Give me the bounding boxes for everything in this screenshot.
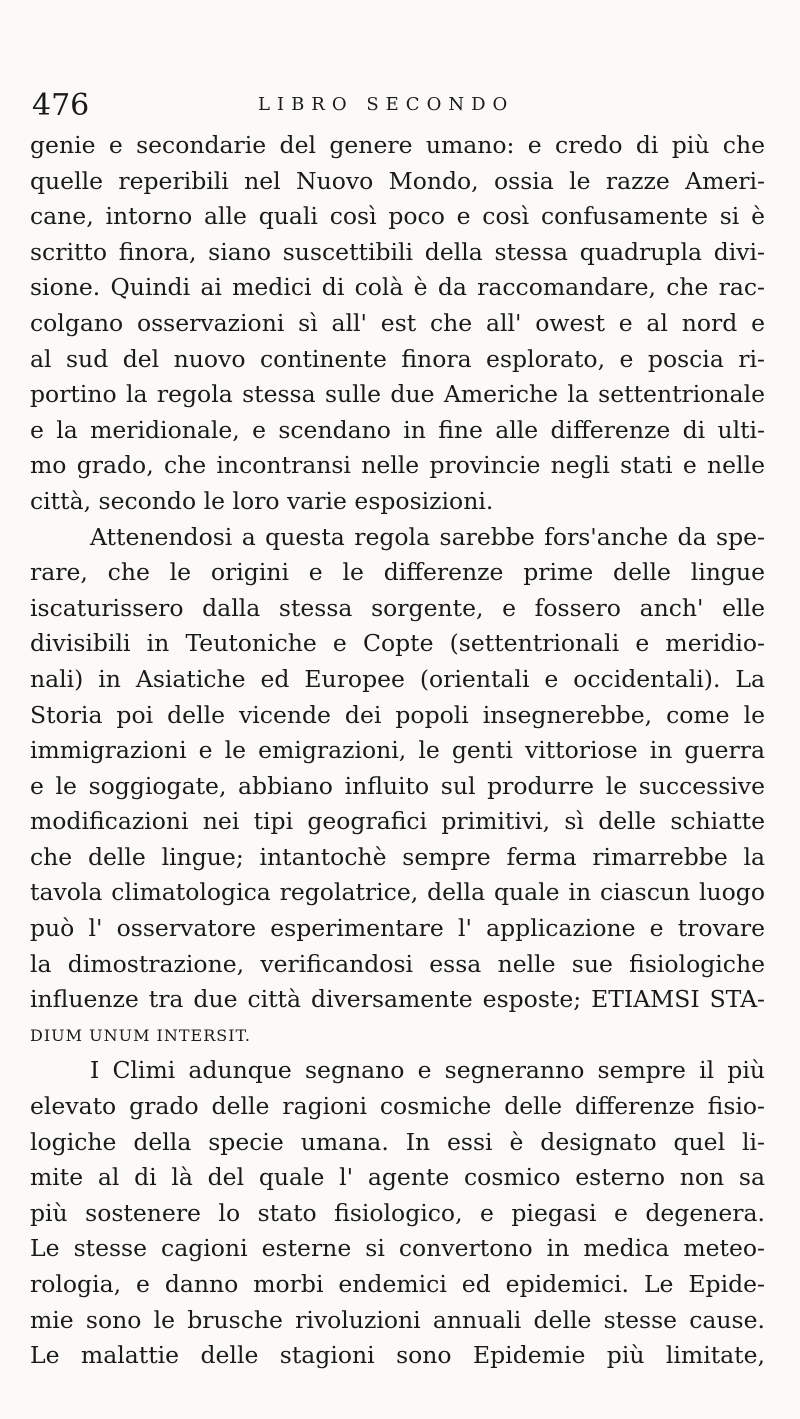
text-line: Le stesse cagioni esterne si convertono in medica meteo- — [30, 1234, 765, 1263]
paragraph-1 — [30, 128, 765, 520]
text-line: quelle reperibili nel Nuovo Mondo, ossia le razze Ameri- — [30, 166, 765, 195]
text-line: I Climi adunque segnano e segneranno sempre il più — [90, 1056, 765, 1085]
text-line: città, secondo le loro varie esposizioni. — [30, 486, 494, 515]
text-line: elevato grado delle ragioni cosmiche delle differenze fisio- — [30, 1092, 765, 1121]
text-line: modificazioni nei tipi geografici primitivi, sì delle schiatte — [30, 807, 765, 836]
text-line: più sostenere lo stato fisiologico, e piegasi e degenera. — [30, 1198, 765, 1227]
text-line: può l' osservatore esperimentare l' applicazione e trovare — [30, 914, 765, 943]
text-line: Attenendosi a questa regola sarebbe fors'anche da spe- — [90, 522, 765, 551]
text-line: portino la regola stessa sulle due Americhe la settentrionale — [30, 380, 765, 409]
text-line: mo grado, che incontransi nelle provincie negli stati e nelle — [30, 451, 765, 480]
text-line: cane, intorno alle quali così poco e così confusamente si è — [30, 202, 765, 231]
paragraph-2 — [30, 520, 765, 1054]
text-line: divisibili in Teutoniche e Copte (settentrionali e meridio- — [30, 629, 765, 658]
text-line: e le soggiogate, abbiano influito sul produrre le successive — [30, 771, 765, 800]
text-line: mite al di là del quale l' agente cosmico esterno non sa — [30, 1163, 765, 1192]
text-line: mie sono le brusche rivoluzioni annuali delle stesse cause. — [30, 1305, 765, 1334]
paragraph-3 — [30, 1053, 765, 1373]
text-line: al sud del nuovo continente finora esplorato, e poscia ri- — [30, 344, 765, 373]
text-line: nali) in Asiatiche ed Europee (orientali e occidentali). La — [30, 664, 765, 693]
running-head: LIBRO SECONDO — [258, 94, 515, 115]
text-line: scritto finora, siano suscettibili della stessa quadrupla divi- — [30, 237, 765, 266]
text-line: immigrazioni e le emigrazioni, le genti vittoriose in guerra — [30, 736, 765, 765]
text-line: colgano osservazioni sì all' est che all' owest e al nord e — [30, 308, 765, 337]
text-line: logiche della specie umana. In essi è designato quel li- — [30, 1127, 765, 1156]
text-line: la dimostrazione, verificandosi essa nelle sue fisiologiche — [30, 949, 765, 978]
text-line: iscaturissero dalla stessa sorgente, e fossero anch' elle — [30, 593, 765, 622]
text-line: DIUM UNUM INTERSIT. — [30, 1025, 251, 1045]
text-line: che delle lingue; intantochè sempre ferma rimarrebbe la — [30, 842, 765, 871]
text-line: rologia, e danno morbi endemici ed epidemici. Le Epide- — [30, 1270, 765, 1298]
body-text — [30, 128, 765, 1374]
page-number: 476 — [32, 88, 90, 123]
text-line: Le malattie delle stagioni sono Epidemie più limitate, — [30, 1341, 765, 1370]
text-line: rare, che le origini e le differenze prime delle lingue — [30, 558, 765, 587]
text-line: tavola climatologica regolatrice, della quale in ciascun luogo — [30, 878, 765, 907]
text-line: influenze tra due città diversamente esposte; ETIAMSI STA- — [30, 985, 765, 1014]
page-header — [28, 88, 748, 128]
text-line: Storia poi delle vicende dei popoli insegnerebbe, come le — [30, 700, 765, 729]
text-line: e la meridionale, e scendano in fine alle differenze di ulti- — [30, 415, 765, 444]
text-line: genie e secondarie del genere umano: e credo di più che — [30, 131, 765, 159]
text-line: sione. Quindi ai medici di colà è da raccomandare, che rac- — [30, 273, 765, 302]
